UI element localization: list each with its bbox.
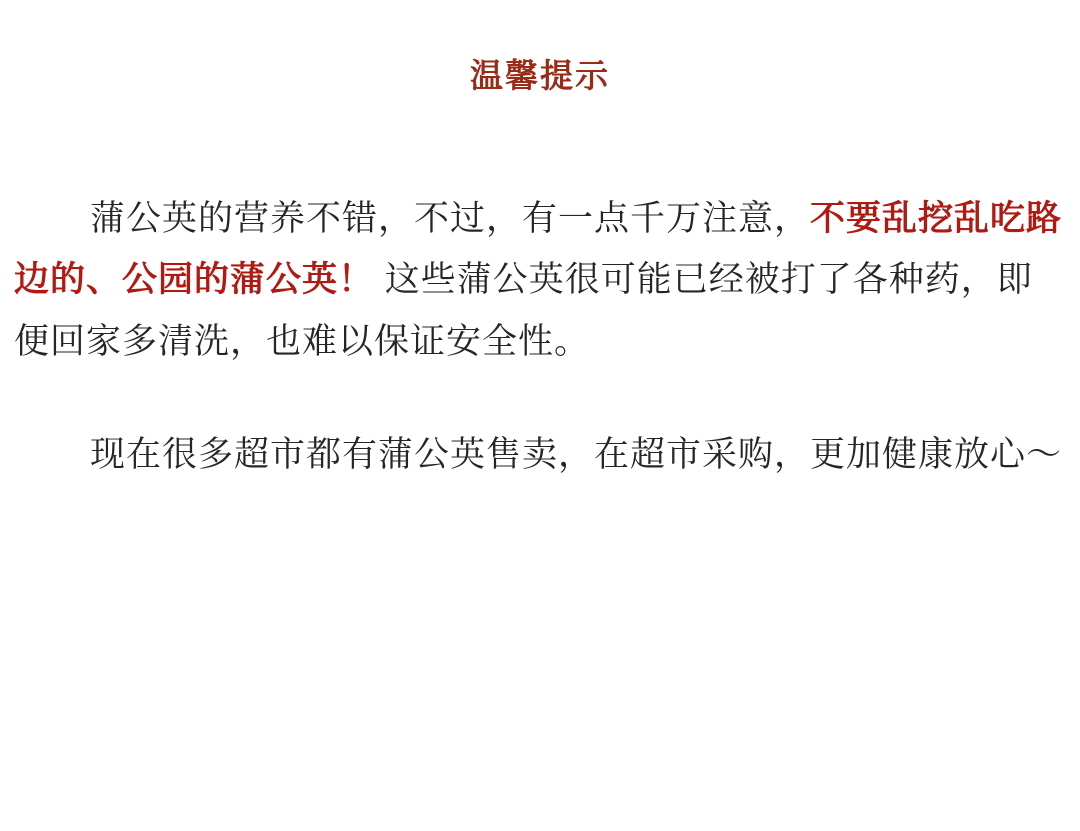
- paragraph-1: [14, 188, 1066, 373]
- page-title: 温馨提示: [470, 57, 610, 94]
- paragraph-2: [14, 424, 1066, 486]
- paragraph-1-text-1: 蒲公英的营养不错，不过，有一点千万注意，: [90, 198, 811, 238]
- paragraph-1-text-2: 这些蒲公英很可能已经被打了各种药，即便回家多清洗，也难以保证安全性。: [14, 260, 1033, 361]
- paragraph-2-text-1: 现在很多超市都有蒲公英售卖，在超市采购，更加健康放心～: [90, 435, 1063, 475]
- body-content: [14, 188, 1066, 486]
- paragraph-1-emphasis: 不要乱挖乱吃路边的、公园的蒲公英！: [14, 198, 1063, 300]
